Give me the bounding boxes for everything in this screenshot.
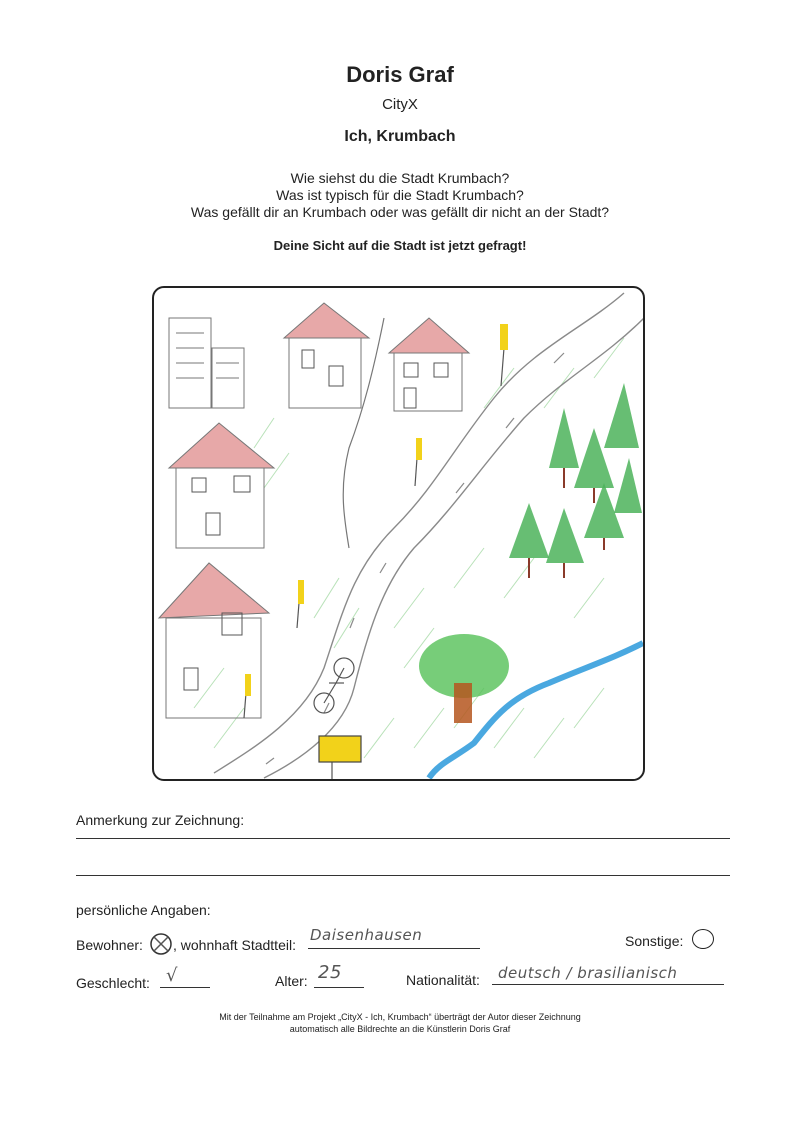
project-subtitle: Ich, Krumbach [344,128,456,145]
footpath [343,318,384,548]
footer-line-1: Mit der Teilnahme am Projekt „CityX - Ich, Krumbach“ überträgt der Autor dieser Zeichnung [219,1012,581,1022]
artist-name: Doris Graf [346,62,454,87]
district-label: , wohnhaft Stadtteil: [173,937,296,953]
nationality-line [492,984,724,985]
personal-heading: persönliche Angaben: [76,902,211,918]
nationality-value[interactable]: deutsch / brasilianisch [498,964,678,982]
resident-label: Bewohner: [76,937,143,953]
house-2 [389,318,469,411]
road [214,293,643,778]
district-line [308,948,480,949]
project-name: CityX [382,96,418,113]
district-value[interactable]: Daisenhausen [310,926,423,944]
road-markings [266,353,564,764]
age-value[interactable]: 25 [318,962,342,983]
gender-label: Geschlecht: [76,975,150,991]
notes-line-2[interactable] [76,875,730,876]
drawing-frame [152,286,645,781]
resident-checkbox[interactable] [149,932,173,956]
question-2: Was ist typisch für die Stadt Krumbach? [276,187,524,203]
notes-line-1[interactable] [76,838,730,839]
notes-label: Anmerkung zur Zeichnung: [76,812,245,828]
gender-line [160,987,210,988]
gender-value[interactable]: √ [166,965,178,986]
other-checkbox[interactable] [692,929,714,949]
age-line [314,987,364,988]
crossed-circle-icon [149,932,173,956]
bush [419,634,509,723]
footer-line-2: automatisch alle Bildrechte an die Künstlerin Doris Graf [289,1024,511,1034]
house-4 [159,563,269,718]
other-label: Sonstige: [625,933,684,949]
child-drawing [154,288,643,779]
house-1 [284,303,369,408]
question-1: Wie siehst du die Stadt Krumbach? [290,170,510,186]
call-to-action: Deine Sicht auf die Stadt ist jetzt gefragt! [273,238,527,253]
nationality-label: Nationalität: [406,972,480,988]
age-label: Alter: [275,973,308,989]
tall-building [169,318,244,408]
question-3: Was gefällt dir an Krumbach oder was gefällt dir nicht an der Stadt? [190,204,610,220]
